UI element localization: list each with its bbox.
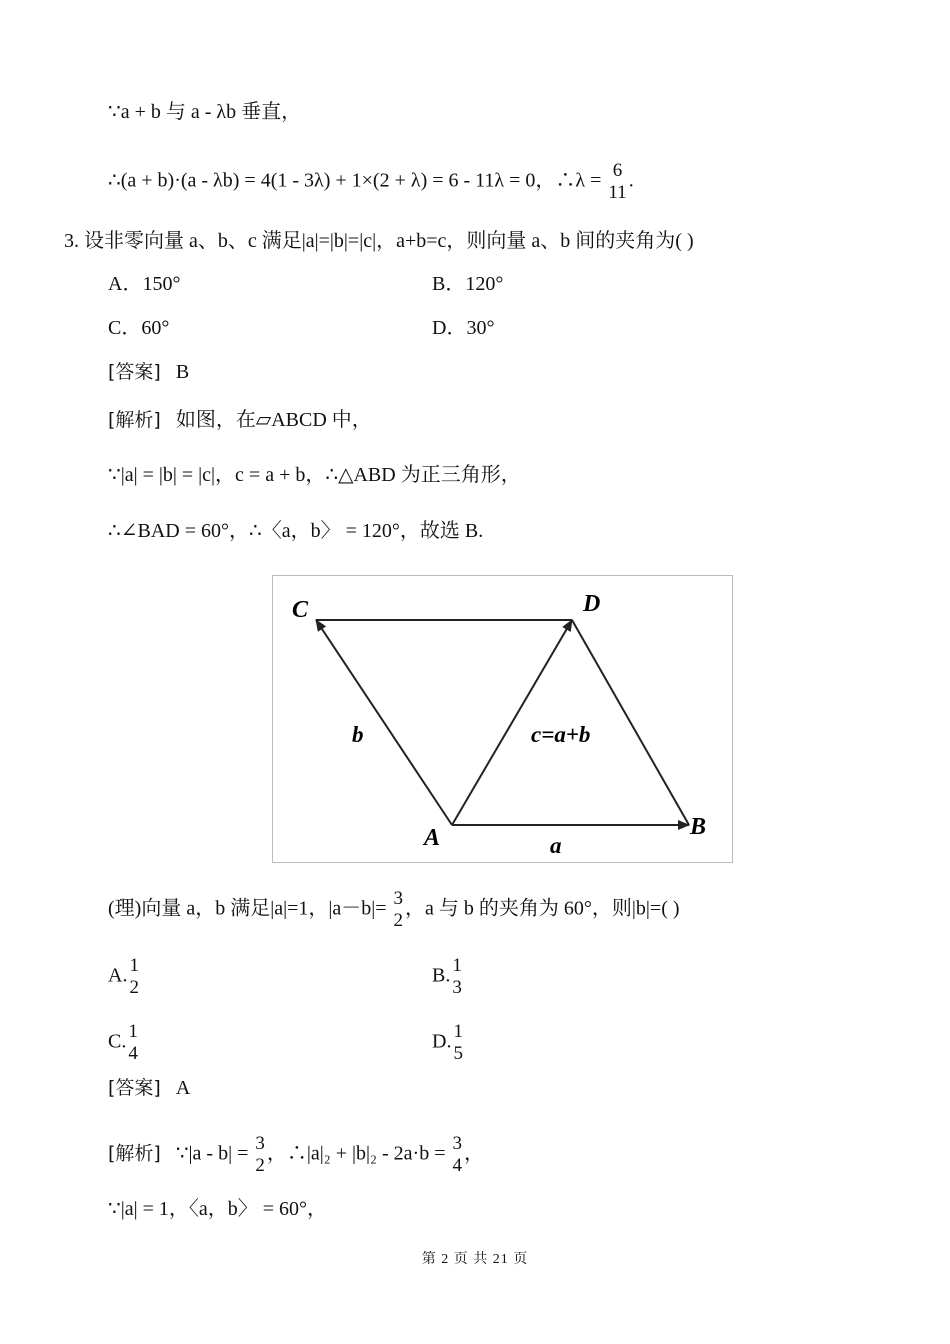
fraction-denominator: 4 — [128, 1043, 138, 1064]
vector-c-label: c=a+b — [531, 722, 591, 747]
option-fraction — [129, 955, 139, 999]
analysis-line-3: ∴∠BAD = 60°，∴〈a，b〉 = 120°，故选 B. — [108, 520, 484, 542]
option-d: D．30° — [432, 317, 495, 339]
option-letter: B. — [432, 964, 451, 987]
option-fraction — [128, 1021, 138, 1065]
fraction-denominator: 11 — [608, 182, 627, 203]
analysis-line-1 — [108, 406, 372, 434]
li-option-c — [108, 1021, 140, 1065]
analysis-text: 如图，在▱ABCD 中， — [175, 409, 372, 431]
analysis-line-2: ∵|a| = |b| = |c|，c = a + b，∴△ABD 为正三角形， — [108, 464, 521, 486]
li-question-stem — [108, 888, 680, 932]
option-a: A．150° — [108, 273, 181, 295]
period: . — [628, 169, 634, 192]
three-quarters-fraction — [452, 1133, 462, 1177]
analysis-part-2: ，∴|a|₂ + |b|₂ - 2a·b = — [266, 1142, 446, 1165]
analysis-part-3: ， — [463, 1142, 484, 1165]
fraction-denominator: 5 — [453, 1043, 463, 1064]
answer-label: [答案] — [108, 1077, 161, 1099]
option-b: B．120° — [432, 273, 504, 295]
option-letter: C. — [108, 1030, 127, 1053]
li-answer-line — [108, 1074, 190, 1102]
li-option-a — [108, 955, 141, 999]
fraction-numerator: 3 — [255, 1133, 265, 1154]
option-letter: D. — [432, 1030, 452, 1053]
text-line-perpendicular: ∵a + b 与 a - λb 垂直， — [108, 101, 302, 123]
vector-b-label: b — [352, 722, 364, 747]
parallelogram-figure — [272, 575, 733, 863]
answer-value: B — [175, 361, 190, 383]
analysis-label: [解析] — [108, 409, 161, 431]
answer-line — [108, 358, 189, 386]
point-b-label: B — [690, 814, 707, 840]
analysis-label: [解析] — [108, 1142, 161, 1165]
li-analysis-line-2: ∵|a| = 1，〈a，b〉 = 60°， — [108, 1198, 328, 1220]
vector-a-label: a — [550, 833, 562, 858]
li-stem-part-1: (理)向量 a，b 满足|a|=1，|a－b|= — [108, 897, 387, 920]
page-footer: 第 2 页 共 21 页 — [421, 1252, 529, 1267]
point-c-label: C — [292, 597, 309, 623]
fraction-numerator: 1 — [128, 1021, 138, 1042]
option-letter: A. — [108, 964, 128, 987]
sqrt3-over-2-fraction — [255, 1133, 265, 1177]
fraction-denominator: 2 — [393, 910, 404, 931]
answer-label: [答案] — [108, 361, 161, 383]
figure-border — [273, 576, 733, 863]
lambda-equation: ∴(a + b)·(a - λb) = 4(1 - 3λ) + 1×(2 + λ) = 6 - 11λ = 0，∴λ = — [108, 169, 602, 192]
fraction-denominator: 2 — [129, 977, 139, 998]
li-option-b — [432, 955, 464, 999]
point-d-label: D — [583, 591, 601, 617]
fraction-numerator: 3 — [452, 1133, 462, 1154]
fraction-denominator: 2 — [255, 1155, 265, 1176]
li-analysis-line-1 — [108, 1133, 484, 1177]
fraction-numerator: 1 — [129, 955, 139, 976]
fraction-numerator: 1 — [453, 1021, 463, 1042]
fraction-numerator: 3 — [393, 888, 404, 909]
li-option-d — [432, 1021, 465, 1065]
analysis-part-1: ∵|a - b| = — [175, 1142, 249, 1165]
text-line-lambda — [108, 160, 634, 204]
answer-value: A — [175, 1077, 191, 1099]
fraction-denominator: 3 — [452, 977, 462, 998]
option-fraction — [452, 955, 462, 999]
fraction-numerator: 1 — [452, 955, 462, 976]
option-fraction — [453, 1021, 463, 1065]
fraction-6-11 — [608, 160, 626, 204]
option-c: C．60° — [108, 317, 170, 339]
point-a-label: A — [424, 825, 441, 851]
fraction-numerator: 6 — [612, 160, 623, 181]
li-stem-part-2: ，a 与 b 的夹角为 60°，则|b|=( ) — [405, 897, 680, 920]
question-3-stem: 3. 设非零向量 a、b、c 满足|a|=|b|=|c|，a+b=c，则向量 a、b 间的夹角为( ) — [64, 230, 694, 252]
sqrt3-over-2-fraction — [394, 888, 404, 932]
fraction-denominator: 4 — [452, 1155, 462, 1176]
